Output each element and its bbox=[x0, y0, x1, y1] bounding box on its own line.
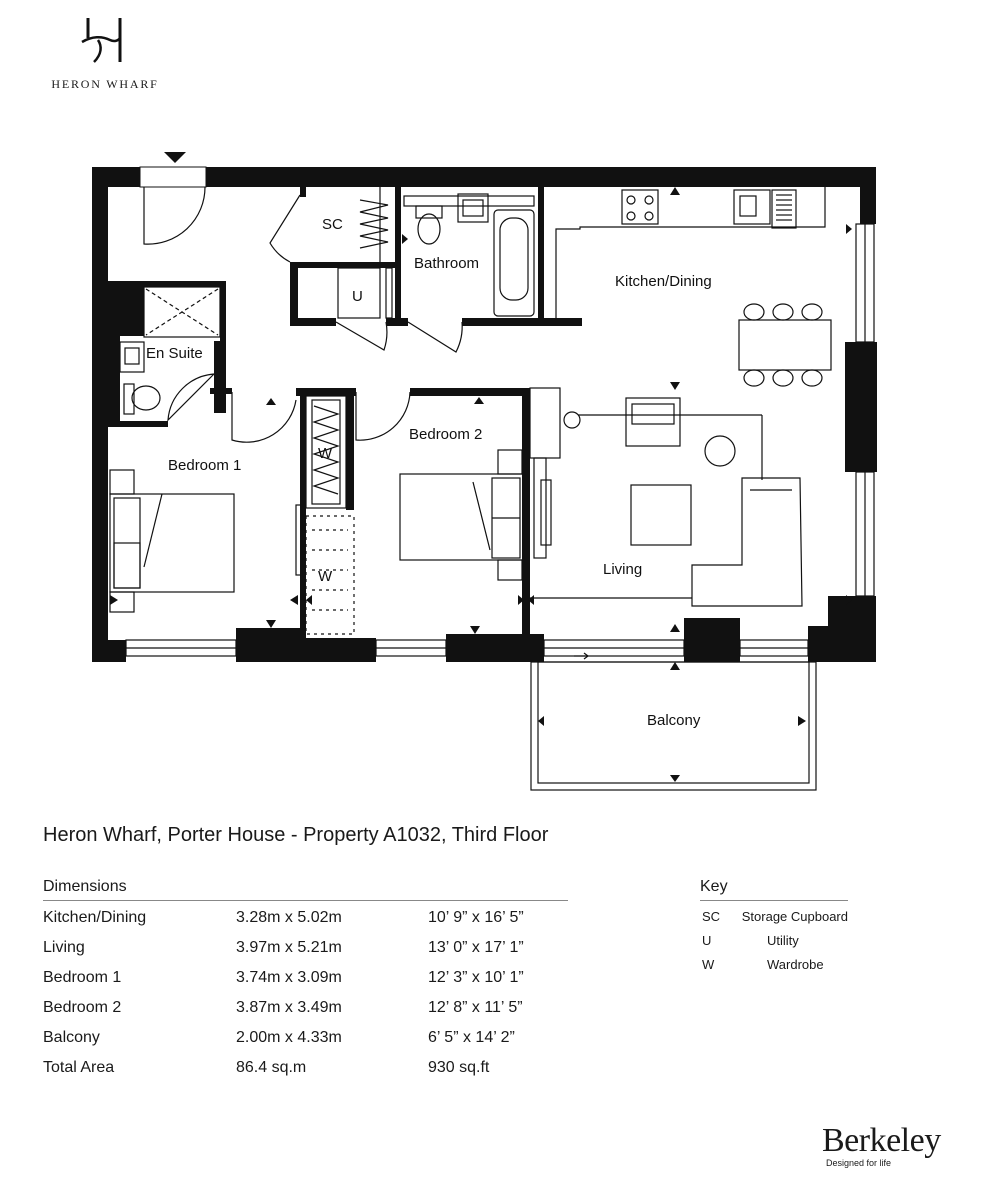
dining-table bbox=[739, 304, 831, 386]
brand-name: Berkeley bbox=[822, 1122, 941, 1159]
key-abbr: W bbox=[702, 957, 715, 972]
room-name: Total Area bbox=[43, 1059, 115, 1076]
table-row bbox=[43, 933, 568, 963]
room-name: Living bbox=[43, 939, 85, 956]
list-item bbox=[700, 905, 848, 929]
metric-size: 3.74m x 3.09m bbox=[236, 969, 342, 986]
interior-walls bbox=[108, 187, 582, 641]
table-row bbox=[43, 963, 568, 993]
metric-size: 3.28m x 5.02m bbox=[236, 909, 342, 926]
metric-size: 2.00m x 4.33m bbox=[236, 1029, 342, 1046]
room-label-sc: SC bbox=[322, 216, 343, 233]
dimension-markers bbox=[110, 187, 852, 782]
room-label-kitchen-dining: Kitchen/Dining bbox=[615, 273, 712, 290]
kitchen-counter bbox=[556, 187, 825, 320]
table-row bbox=[43, 1023, 568, 1053]
key-legend bbox=[700, 878, 848, 977]
imperial-size: 930 sq.ft bbox=[428, 1059, 490, 1076]
imperial-size: 10’ 9” x 16’ 5” bbox=[428, 909, 524, 926]
entrance-arrow-icon bbox=[164, 152, 186, 163]
key-meaning: Storage Cupboard bbox=[741, 909, 848, 924]
room-name: Balcony bbox=[43, 1029, 100, 1046]
room-label-utility: U bbox=[352, 288, 363, 305]
beds bbox=[110, 450, 524, 612]
room-name: Kitchen/Dining bbox=[43, 909, 147, 926]
dimensions-table bbox=[43, 878, 568, 1083]
imperial-size: 12’ 3” x 10’ 1” bbox=[428, 969, 524, 986]
room-label-balcony: Balcony bbox=[647, 712, 701, 729]
metric-size: 3.97m x 5.21m bbox=[236, 939, 342, 956]
room-label-en-suite: En Suite bbox=[146, 345, 203, 362]
key-heading: Key bbox=[700, 878, 848, 901]
metric-size: 86.4 sq.m bbox=[236, 1059, 307, 1076]
key-meaning: Utility bbox=[767, 933, 799, 948]
room-label-bedroom-1: Bedroom 1 bbox=[168, 457, 242, 474]
dimensions-heading: Dimensions bbox=[43, 878, 568, 901]
room-label-bedroom-2: Bedroom 2 bbox=[409, 426, 483, 443]
key-abbr: SC bbox=[702, 909, 721, 924]
imperial-size: 6’ 5” x 14’ 2” bbox=[428, 1029, 515, 1046]
key-abbr: U bbox=[702, 933, 712, 948]
room-name: Bedroom 1 bbox=[43, 969, 122, 986]
key-meaning: Wardrobe bbox=[767, 957, 824, 972]
list-item bbox=[700, 929, 848, 953]
property-title: Heron Wharf, Porter House - Property A1032, Third Floor bbox=[43, 824, 549, 846]
room-label-wardrobe-2: W bbox=[318, 568, 333, 585]
imperial-size: 12’ 8” x 11’ 5” bbox=[428, 999, 523, 1016]
list-item bbox=[700, 953, 848, 977]
berkeley-logo bbox=[822, 1124, 952, 1168]
room-label-living: Living bbox=[603, 561, 643, 578]
logo-wordmark: HERON WHARF bbox=[51, 77, 159, 91]
room-label-bathroom: Bathroom bbox=[414, 255, 480, 272]
storage-utility bbox=[338, 187, 392, 318]
room-name: Bedroom 2 bbox=[43, 999, 122, 1016]
room-label-wardrobe-1: W bbox=[318, 445, 333, 462]
table-row bbox=[43, 903, 568, 933]
living-furniture bbox=[530, 388, 802, 606]
brand-tagline: Designed for life bbox=[826, 1158, 892, 1168]
table-row bbox=[43, 993, 568, 1023]
imperial-size: 13’ 0” x 17’ 1” bbox=[428, 939, 524, 956]
table-row bbox=[43, 1053, 568, 1083]
metric-size: 3.87m x 3.49m bbox=[236, 999, 342, 1016]
